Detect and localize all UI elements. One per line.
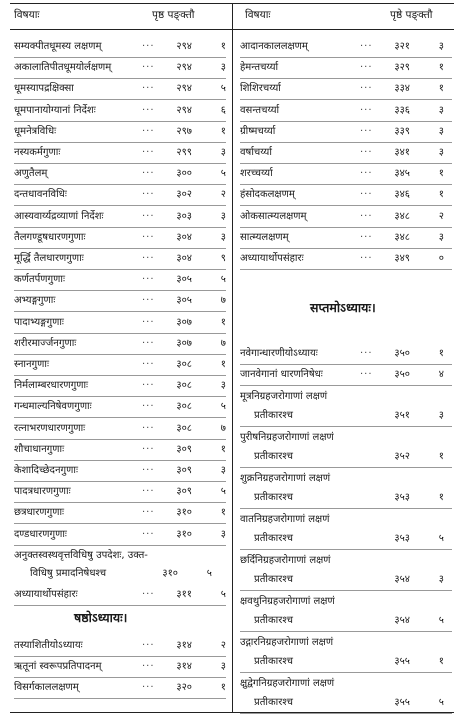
index-row bbox=[14, 206, 226, 228]
topic-text: छर्दिनिग्रहजरोगाणां लक्षणं bbox=[240, 554, 331, 566]
line-number: ३ bbox=[438, 125, 444, 137]
topic-text: शौचाधानगुणाः bbox=[14, 443, 65, 455]
page-number: २९४ bbox=[176, 62, 192, 74]
index-row bbox=[14, 396, 226, 418]
index-row bbox=[240, 121, 452, 143]
page-number: ३१० bbox=[176, 507, 192, 519]
topic-text: अध्यायार्थोपसंहारः bbox=[240, 253, 304, 264]
page-number: ३५१ bbox=[394, 409, 410, 421]
index-row bbox=[14, 36, 226, 58]
line-number: ३ bbox=[220, 528, 226, 540]
page-number: ३३६ bbox=[394, 104, 410, 116]
line-number: ३ bbox=[220, 465, 226, 476]
leader-dots: ··· bbox=[142, 168, 155, 180]
topic-text: मूत्रनिग्रहजरोगाणां लक्षणं bbox=[240, 390, 328, 402]
topic-text: शरीरमार्ज्जनगुणाः bbox=[14, 337, 77, 349]
topic-text: प्रतीकारश्च bbox=[254, 491, 293, 503]
topic-text: नस्यकर्मगुणाः bbox=[14, 147, 61, 158]
index-row bbox=[14, 248, 226, 270]
leader-dots: ··· bbox=[360, 41, 373, 52]
page-number: ३०९ bbox=[176, 443, 192, 455]
index-row bbox=[14, 354, 226, 376]
index-row bbox=[14, 184, 226, 206]
line-number: ५ bbox=[220, 401, 226, 413]
row-rule bbox=[14, 698, 226, 699]
entry-sub bbox=[254, 528, 452, 550]
row-rule bbox=[240, 269, 452, 270]
page-number: ३४८ bbox=[394, 231, 410, 243]
line-number: १ bbox=[220, 41, 226, 52]
topic-text: आदानकाललक्षणम् bbox=[240, 41, 308, 52]
index-row bbox=[14, 502, 226, 524]
index-row bbox=[14, 333, 226, 355]
topic-text: दण्डधारणगुणाः bbox=[14, 528, 67, 540]
page-number: ३१० bbox=[176, 528, 192, 540]
index-row bbox=[14, 677, 226, 699]
leader-dots: ··· bbox=[360, 168, 373, 180]
row-rule bbox=[14, 605, 226, 606]
index-row bbox=[14, 418, 226, 440]
page-number: ३०८ bbox=[176, 422, 192, 434]
left-header-page-line: पृष्ठ पङ्क्तौ bbox=[152, 9, 195, 21]
line-number: ३ bbox=[438, 147, 444, 158]
page-number: ३०९ bbox=[176, 486, 192, 498]
topic-text: केशादिच्छेदनगुणाः bbox=[14, 465, 78, 476]
topic-text: धूमपानायोग्यानां निर्देशः bbox=[14, 104, 96, 116]
leader-dots: ··· bbox=[142, 661, 155, 673]
line-number: ५ bbox=[220, 486, 226, 498]
topic-text: दन्तधावनविधिः bbox=[14, 189, 67, 201]
leader-dots: ··· bbox=[360, 83, 373, 95]
leader-dots: ··· bbox=[142, 443, 155, 455]
topic-text: अकालातिपीतधूमयोर्लक्षणम् bbox=[14, 62, 112, 74]
page-number: ३०० bbox=[176, 168, 192, 180]
line-number: ३ bbox=[438, 41, 444, 52]
index-row bbox=[14, 227, 226, 249]
line-number: ३ bbox=[438, 231, 444, 243]
page-number: ३२१ bbox=[394, 41, 410, 52]
topic-text: प्रतीकारश्च bbox=[254, 409, 293, 421]
line-number: ९ bbox=[220, 253, 226, 264]
leader-dots: ··· bbox=[142, 359, 155, 370]
page-number: ३५५ bbox=[394, 655, 410, 667]
line-number: १ bbox=[438, 348, 444, 360]
topic-text: ऋतूनां स्वरूपप्रतिपादनम् bbox=[14, 661, 102, 673]
leader-dots: ··· bbox=[360, 189, 373, 201]
entry-sub bbox=[254, 446, 452, 468]
line-number: ३ bbox=[438, 104, 444, 116]
topic-text: क्षुद्वेगनिग्रहजरोगाणां लक्षणं bbox=[240, 677, 335, 689]
topic-text: पादाभ्यङ्गगुणाः bbox=[14, 316, 64, 328]
right-header-page-line: पृष्ठे पङ्क्तौ bbox=[390, 9, 433, 21]
topic-text: प्रतीकारश्च bbox=[254, 573, 293, 585]
left-header-subject: विषयाः bbox=[14, 9, 40, 21]
topic-text: आस्यवार्य्यद्रव्याणां निर्देशः bbox=[14, 210, 104, 222]
leader-dots: ··· bbox=[142, 62, 155, 74]
right-header-subject: विषयाः bbox=[245, 9, 271, 21]
line-number: १ bbox=[220, 316, 226, 328]
index-row bbox=[240, 364, 452, 386]
topic-text: अनुक्तस्वस्थवृत्तविधिषु उपदेशः, उक्त- bbox=[14, 549, 148, 561]
topic-text: वसन्तचर्य्या bbox=[240, 104, 280, 116]
page-number: ३०३ bbox=[176, 210, 192, 222]
page-number: २९४ bbox=[176, 104, 192, 116]
page-number: ३५० bbox=[394, 369, 410, 381]
line-number: ५ bbox=[220, 168, 226, 180]
topic-text: धूमस्यापद्रक्षिक्सा bbox=[14, 83, 74, 95]
topic-text: अभ्यङ्गगुणाः bbox=[14, 295, 56, 307]
page-number: ३०७ bbox=[176, 337, 192, 349]
line-number: ५ bbox=[438, 532, 444, 544]
index-row bbox=[14, 57, 226, 79]
leader-dots: ··· bbox=[360, 231, 373, 243]
topic-text: मूर्द्धि तैलधारणगुणाः bbox=[14, 253, 84, 264]
topic-text: कर्णतर्पणगुणाः bbox=[14, 274, 65, 286]
topic-text: प्रतीकारश्च bbox=[254, 655, 293, 667]
line-number: ५ bbox=[438, 696, 444, 708]
leader-dots: ··· bbox=[142, 588, 155, 600]
index-row bbox=[240, 142, 452, 164]
leader-dots: ··· bbox=[360, 147, 373, 158]
page-number: ३११ bbox=[176, 588, 192, 600]
line-number: ५ bbox=[438, 614, 444, 626]
page-number: ३०९ bbox=[176, 465, 192, 476]
chapter-heading: षष्ठोऽध्यायः। bbox=[74, 610, 128, 625]
leader-dots: ··· bbox=[142, 380, 155, 392]
topic-text: प्रतीकारश्च bbox=[254, 532, 293, 544]
page-number: २९४ bbox=[176, 41, 192, 52]
entry-sub bbox=[254, 651, 452, 673]
leader-dots: ··· bbox=[142, 147, 155, 158]
page-number: ३०४ bbox=[176, 231, 192, 243]
topic-text: अणुतैलम् bbox=[14, 168, 48, 180]
topic-text: शुक्रनिग्रहजरोगाणां लक्षणं bbox=[240, 472, 331, 484]
leader-dots: ··· bbox=[142, 401, 155, 413]
index-row bbox=[240, 36, 452, 58]
leader-dots: ··· bbox=[142, 465, 155, 476]
index-row bbox=[240, 343, 452, 365]
topic-text: ओकसात्म्यलक्षणम् bbox=[240, 210, 307, 222]
page-number: ३४५ bbox=[394, 168, 410, 180]
index-row bbox=[14, 481, 226, 503]
index-row bbox=[240, 227, 452, 249]
entry-sub bbox=[254, 405, 452, 427]
line-number: १ bbox=[220, 359, 226, 370]
line-number: ७ bbox=[220, 422, 226, 434]
topic-text: प्रतीकारश्च bbox=[254, 450, 293, 462]
page-number: ३०५ bbox=[176, 295, 192, 307]
page-number: ३०८ bbox=[176, 380, 192, 392]
page-number: ३५० bbox=[394, 348, 410, 360]
page-number: ३०७ bbox=[176, 316, 192, 328]
line-number: २ bbox=[220, 640, 226, 651]
topic-text: विसर्गकाललक्षणम् bbox=[14, 682, 79, 694]
topic-text: वर्षाचर्य्या bbox=[240, 147, 272, 158]
page-number: २९४ bbox=[176, 83, 192, 95]
index-row bbox=[240, 100, 452, 122]
topic-text: तैलगण्डूषधारणगुणाः bbox=[14, 231, 86, 243]
topic-text: ग्रीष्मचर्य्या bbox=[240, 125, 276, 137]
topic-text: तस्याशितीयोऽध्यायः bbox=[14, 640, 83, 651]
topic-text: जानवेगानां धारणनिषेधः bbox=[240, 369, 323, 381]
leader-dots: ··· bbox=[142, 41, 155, 52]
line-number: १ bbox=[438, 655, 444, 667]
line-number: ५ bbox=[206, 567, 212, 579]
leader-dots: ··· bbox=[142, 104, 155, 116]
line-number: १ bbox=[438, 168, 444, 180]
topic-text: धूमनेत्रविधिः bbox=[14, 125, 57, 137]
line-number: १ bbox=[220, 443, 226, 455]
index-row bbox=[240, 57, 452, 79]
chapter-heading: सप्तमोऽध्यायः। bbox=[310, 300, 376, 316]
leader-dots: ··· bbox=[142, 682, 155, 694]
entry-sub bbox=[254, 487, 452, 509]
topic-text: हंसोदकलक्षणम् bbox=[240, 189, 295, 201]
line-number: ३ bbox=[220, 210, 226, 222]
topic-text: उद्गारनिग्रहजरोगाणां लक्षणं bbox=[240, 636, 334, 648]
index-row bbox=[14, 312, 226, 334]
leader-dots: ··· bbox=[142, 507, 155, 519]
line-number: ४ bbox=[438, 369, 444, 381]
leader-dots: ··· bbox=[142, 253, 155, 264]
leader-dots: ··· bbox=[142, 274, 155, 286]
topic-text: वातनिग्रहजरोगाणां लक्षणं bbox=[240, 513, 330, 525]
index-row bbox=[240, 184, 452, 206]
page-number: ३५३ bbox=[394, 532, 410, 544]
index-row bbox=[14, 163, 226, 185]
index-row bbox=[14, 656, 226, 678]
line-number: ३ bbox=[220, 62, 226, 74]
topic-text: हेमन्तचर्य्या bbox=[240, 62, 279, 74]
line-number: ७ bbox=[220, 295, 226, 307]
line-number: ३ bbox=[220, 147, 226, 158]
column-divider bbox=[232, 3, 233, 712]
line-number: ३ bbox=[438, 573, 444, 585]
leader-dots: ··· bbox=[142, 189, 155, 201]
page-number: ३४९ bbox=[394, 253, 410, 264]
index-row bbox=[14, 269, 226, 291]
line-number: १ bbox=[220, 682, 226, 694]
index-row bbox=[240, 248, 452, 270]
index-row bbox=[240, 206, 452, 228]
leader-dots: ··· bbox=[360, 253, 373, 264]
index-row bbox=[14, 100, 226, 122]
line-number: ३ bbox=[220, 380, 226, 392]
line-number: १ bbox=[438, 83, 444, 95]
leader-dots: ··· bbox=[142, 422, 155, 434]
page-number: ३५४ bbox=[394, 573, 410, 585]
page-number: ३५४ bbox=[394, 614, 410, 626]
page-number: ३३९ bbox=[394, 125, 410, 137]
topic-text: विधिषु प्रमादनिषेधश्च bbox=[30, 567, 107, 579]
leader-dots: ··· bbox=[142, 210, 155, 222]
topic-text: गन्धमाल्यनिषेवणगुणाः bbox=[14, 401, 92, 413]
page-number: ३२० bbox=[176, 682, 192, 694]
leader-dots: ··· bbox=[360, 369, 373, 381]
page-number: ३५२ bbox=[394, 450, 410, 462]
topic-text: पुरीषनिग्रहजरोगाणां लक्षणं bbox=[240, 431, 334, 443]
topic-text: अध्यायार्थोपसंहारः bbox=[14, 588, 78, 600]
page-number: ३२९ bbox=[394, 62, 410, 74]
leader-dots: ··· bbox=[360, 125, 373, 137]
page-number: ३४१ bbox=[394, 147, 410, 158]
page-number: ३४६ bbox=[394, 189, 410, 201]
topic-text: शरच्चर्य्या bbox=[240, 168, 273, 180]
line-number: ५ bbox=[220, 274, 226, 286]
page-number: ३४८ bbox=[394, 210, 410, 222]
line-number: १ bbox=[220, 125, 226, 137]
topic-text: शिशिरचर्य्या bbox=[240, 83, 281, 95]
leader-dots: ··· bbox=[142, 337, 155, 349]
index-row bbox=[14, 524, 226, 546]
line-number: १ bbox=[438, 62, 444, 74]
index-row bbox=[14, 375, 226, 397]
page-number: ३०८ bbox=[176, 401, 192, 413]
leader-dots: ··· bbox=[360, 62, 373, 74]
page-number: ३०४ bbox=[176, 253, 192, 264]
entry-sub bbox=[254, 610, 452, 632]
line-number: २ bbox=[438, 210, 444, 222]
line-number: ७ bbox=[220, 337, 226, 349]
wrapped-row-line2 bbox=[30, 563, 226, 585]
line-number: ३ bbox=[220, 231, 226, 243]
page-number: ३०५ bbox=[176, 274, 192, 286]
index-row bbox=[14, 460, 226, 482]
line-number: ३ bbox=[220, 661, 226, 673]
leader-dots: ··· bbox=[142, 83, 155, 95]
topic-text: नवेगान्धारणीयोऽध्यायः bbox=[240, 348, 318, 360]
page-number: २९९ bbox=[176, 147, 192, 158]
index-row bbox=[14, 635, 226, 657]
line-number: ५ bbox=[220, 83, 226, 95]
entry-sub bbox=[254, 692, 452, 714]
line-number: २ bbox=[220, 189, 226, 201]
topic-text: छत्रधारणगुणाः bbox=[14, 507, 65, 519]
leader-dots: ··· bbox=[142, 125, 155, 137]
topic-text: पादत्रधारणगुणाः bbox=[14, 486, 71, 498]
line-number: ६ bbox=[220, 104, 226, 116]
page-number: ३१४ bbox=[176, 661, 192, 673]
topic-text: प्रतीकारश्च bbox=[254, 696, 293, 708]
line-number: १ bbox=[220, 507, 226, 519]
line-number: ० bbox=[438, 253, 444, 264]
topic-text: सम्यक्पीतधूमस्य लक्षणम् bbox=[14, 41, 102, 52]
entry-sub bbox=[254, 569, 452, 591]
page-number: ३१० bbox=[162, 567, 178, 579]
line-number: १ bbox=[438, 450, 444, 462]
line-number: ३ bbox=[438, 409, 444, 421]
index-row bbox=[14, 439, 226, 461]
topic-text: स्नानगुणाः bbox=[14, 359, 49, 370]
topic-text: रत्नाभरणधारणगुणाः bbox=[14, 422, 86, 434]
page-number: ३०२ bbox=[176, 189, 192, 201]
page-number: ३१४ bbox=[176, 640, 192, 651]
page-number: ३५३ bbox=[394, 491, 410, 503]
page-number: २९७ bbox=[176, 125, 192, 137]
leader-dots: ··· bbox=[142, 316, 155, 328]
topic-text: निर्मलाम्बरधारणगुणाः bbox=[14, 380, 89, 392]
leader-dots: ··· bbox=[142, 231, 155, 243]
leader-dots: ··· bbox=[142, 640, 155, 651]
line-number: १ bbox=[438, 189, 444, 201]
topic-text: क्षवथुनिग्रहजरोगाणां लक्षणं bbox=[240, 595, 335, 607]
line-number: ५ bbox=[220, 588, 226, 600]
index-row bbox=[14, 142, 226, 164]
leader-dots: ··· bbox=[142, 295, 155, 307]
topic-text: प्रतीकारश्च bbox=[254, 614, 293, 626]
leader-dots: ··· bbox=[360, 348, 373, 360]
page-number: ३५५ bbox=[394, 696, 410, 708]
row-rule bbox=[240, 713, 452, 714]
page-number: ३०८ bbox=[176, 359, 192, 370]
index-row bbox=[240, 78, 452, 100]
index-row bbox=[14, 290, 226, 312]
index-row bbox=[14, 584, 226, 606]
leader-dots: ··· bbox=[360, 104, 373, 116]
page-number: ३३४ bbox=[394, 83, 410, 95]
index-row bbox=[240, 163, 452, 185]
index-row bbox=[14, 78, 226, 100]
leader-dots: ··· bbox=[142, 486, 155, 498]
line-number: १ bbox=[438, 491, 444, 503]
index-row bbox=[14, 121, 226, 143]
leader-dots: ··· bbox=[142, 528, 155, 540]
topic-text: सात्म्यलक्षणम् bbox=[240, 231, 289, 243]
leader-dots: ··· bbox=[360, 210, 373, 222]
